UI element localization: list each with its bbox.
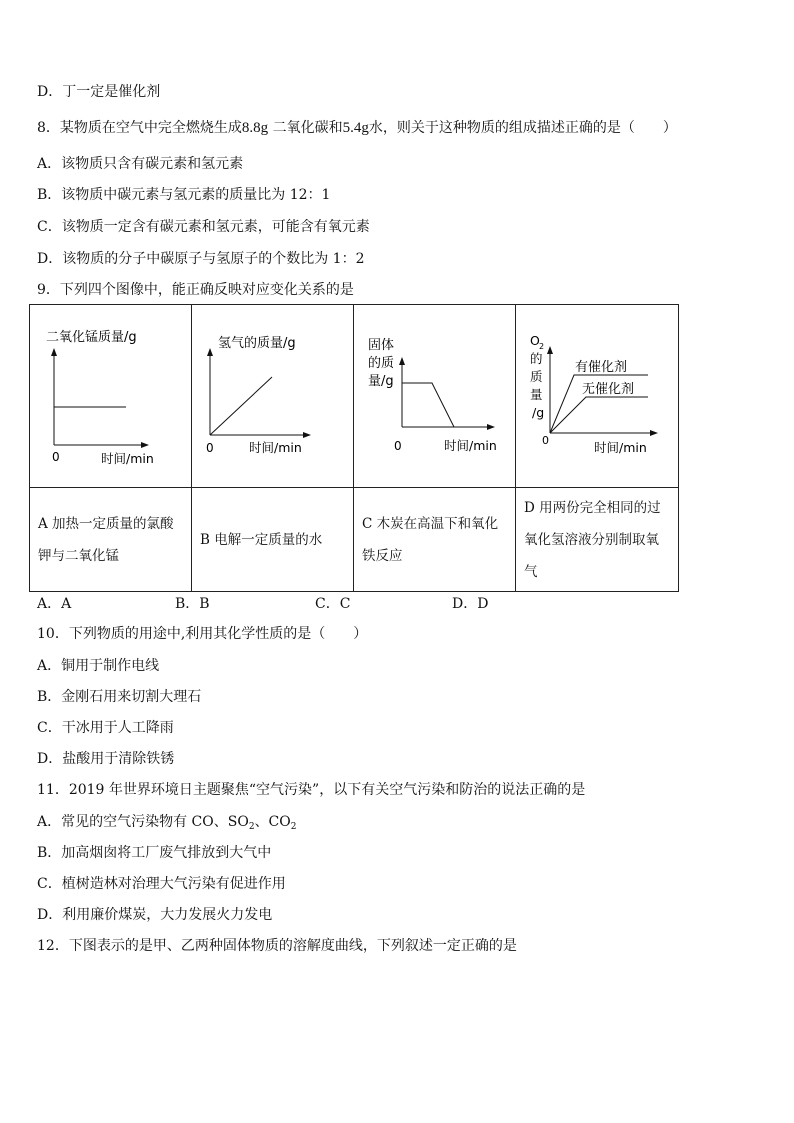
graph-c-origin: 0: [394, 439, 402, 453]
graph-d-ylabel-o: O: [530, 333, 540, 348]
graph-c-cell: [354, 305, 516, 488]
graph-d-ylabel-5: /g: [532, 405, 545, 420]
question-8: [37, 118, 677, 138]
q8-stem-pre: 8．某物质在空气中完全燃烧生成: [37, 120, 242, 136]
q11a-pre: A．常见的空气污染物有 CO、SO: [37, 814, 249, 830]
q8-stem-mid: 二氧化碳和: [272, 120, 343, 136]
q9-option-d: D．D: [452, 596, 489, 612]
question-9: 9．下列四个图像中，能正确反映对应变化关系的是: [37, 282, 354, 298]
q8-option-a: A．该物质只含有碳元素和氢元素: [37, 156, 244, 172]
q8-option-b: B．该物质中碳元素与氢元素的质量比为 12：1: [37, 187, 331, 203]
question-11: 11．2019 年世界环境日主题聚焦“空气污染”，以下有关空气污染和防治的说法正确的是: [37, 782, 586, 798]
graph-a-cell: [30, 305, 192, 488]
graph-a-origin: 0: [52, 450, 60, 464]
graph-c: [354, 305, 516, 483]
graph-a: [30, 305, 192, 483]
caption-d-line1: D 用两份完全相同的过: [524, 499, 661, 516]
graph-d-ylabel-2: 的: [530, 351, 543, 366]
q9-graph-table: [29, 304, 679, 592]
caption-b-line1: B 电解一定质量的水: [200, 531, 323, 548]
q11a-sub1: 2: [248, 822, 255, 832]
graph-d-cell: [516, 305, 679, 488]
q10-option-d: D．盐酸用于清除铁锈: [37, 751, 175, 767]
q7-option-d: D．丁一定是催化剂: [37, 84, 161, 100]
graph-d-ylabel-sub: 2: [539, 342, 545, 351]
graph-b-xlabel: 时间/min: [249, 440, 302, 455]
q10-option-b: B．金刚石用来切割大理石: [37, 689, 202, 705]
q8-stem-post: 水，则关于这种物质的组成描述正确的是（ ）: [368, 120, 677, 136]
graph-c-ylabel-2: 的质: [368, 356, 395, 371]
caption-a: [30, 488, 192, 592]
q9-options: [37, 593, 597, 613]
q11a-sub2: 2: [290, 822, 297, 832]
q9-option-a: A．A: [37, 596, 72, 612]
q11-option-b: B．加高烟囱将工厂废气排放到大气中: [37, 845, 272, 861]
graph-a-ylabel: 二氧化锰质量/g: [46, 330, 137, 345]
q11-option-d: D．利用廉价煤炭，大力发展火力发电: [37, 907, 273, 923]
graph-b-line: [210, 377, 272, 435]
graph-d-ylabel-4: 量: [530, 387, 543, 402]
q8-water-mass: 5.4g: [342, 120, 369, 136]
q11-option-c: C．植树造林对治理大气污染有促进作用: [37, 876, 286, 892]
question-12: 12．下图表示的是甲、乙两种固体物质的溶解度曲线，下列叙述一定正确的是: [37, 938, 517, 954]
caption-c-line2: 铁反应: [362, 547, 403, 564]
q10-option-c: C．干冰用于人工降雨: [37, 720, 174, 736]
q8-co2-mass: 8.8g: [241, 120, 269, 136]
q11-option-a: [37, 812, 297, 837]
graph-c-ylabel-3: 量/g: [368, 374, 394, 389]
graph-d-curve1-label: 有催化剂: [575, 360, 628, 375]
caption-c: [354, 488, 516, 592]
question-10: 10．下列物质的用途中,利用其化学性质的是（ ）: [37, 626, 368, 642]
q9-option-c: C．C: [315, 596, 351, 612]
q11a-mid: 、CO: [254, 814, 291, 830]
graph-d-without-catalyst: [550, 397, 648, 433]
graph-d-curve2-label: 无催化剂: [582, 382, 635, 397]
caption-a-line2: 钾与二氧化锰: [38, 547, 119, 564]
q8-option-d: D．该物质的分子中碳原子与氢原子的个数比为 1：2: [37, 251, 365, 267]
q10-option-a: A．铜用于制作电线: [37, 658, 160, 674]
graph-c-xlabel: 时间/min: [444, 438, 497, 453]
caption-d: [516, 488, 679, 592]
graph-a-xlabel: 时间/min: [101, 451, 154, 466]
q9-option-b: B．B: [175, 596, 210, 612]
graph-d-origin: 0: [542, 434, 549, 447]
graph-b-ylabel: 氢气的质量/g: [218, 336, 296, 351]
caption-a-line1: A 加热一定质量的氯酸: [38, 515, 174, 532]
graph-d: [516, 305, 679, 483]
caption-d-line3: 气: [524, 563, 538, 580]
graph-c-line: [402, 383, 454, 427]
q8-option-c: C．该物质一定含有碳元素和氢元素，可能含有氧元素: [37, 219, 370, 235]
graph-b: [192, 305, 354, 483]
graph-b-cell: [192, 305, 354, 488]
graph-d-xlabel: 时间/min: [594, 440, 647, 455]
graph-c-ylabel-1: 固体: [368, 338, 395, 353]
caption-b: [192, 488, 354, 592]
graph-d-ylabel-3: 质: [530, 369, 543, 384]
graph-b-origin: 0: [206, 441, 214, 455]
caption-d-line2: 氧化氢溶液分别制取氧: [524, 531, 659, 548]
caption-c-line1: C 木炭在高温下和氧化: [362, 515, 499, 532]
